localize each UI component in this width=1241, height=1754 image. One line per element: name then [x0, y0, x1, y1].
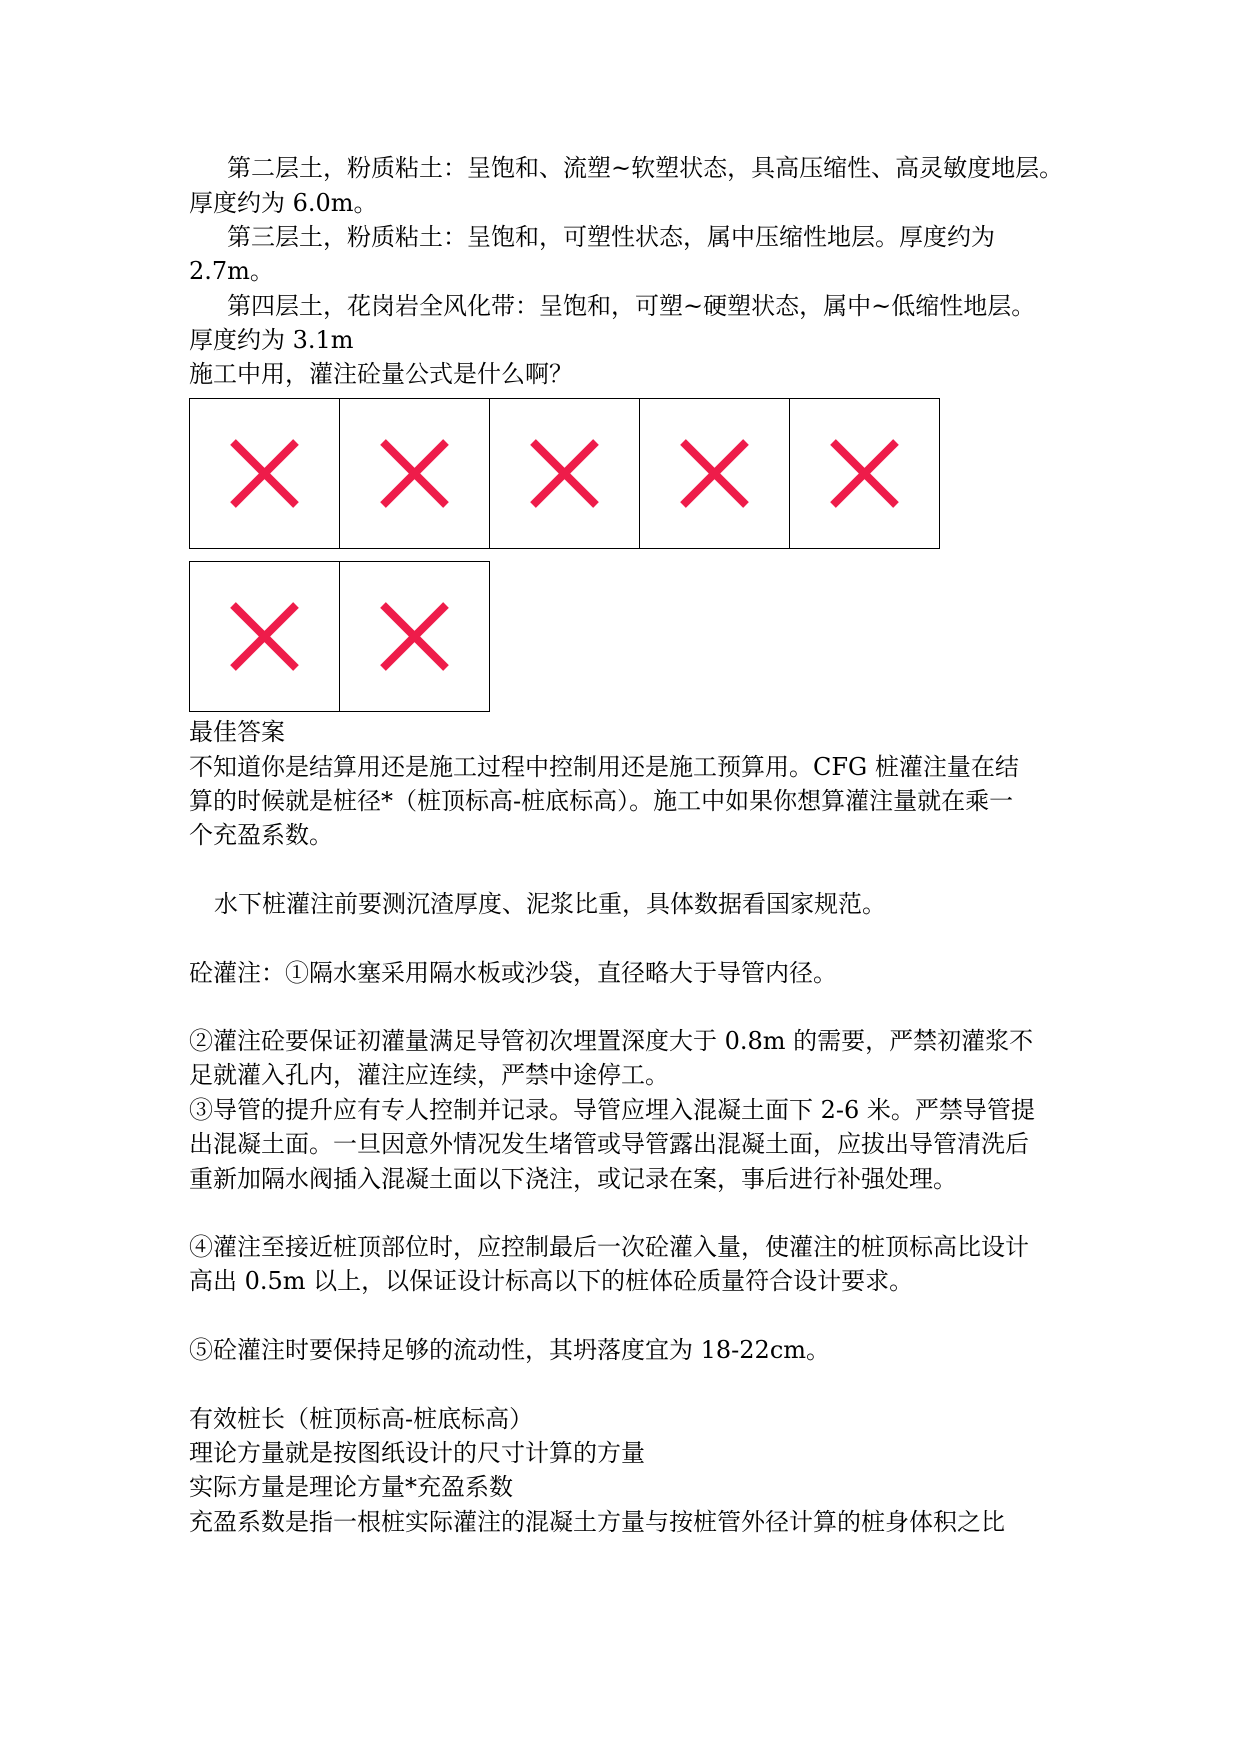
text-line: 2.7m。 [189, 257, 274, 285]
broken-image-grid [189, 398, 939, 712]
text-line: 第三层土，粉质粘土：呈饱和，可塑性状态，属中压缩性地层。厚度约为 [227, 223, 995, 251]
broken-image-x-icon [379, 601, 450, 672]
text-line: ⑤砼灌注时要保持足够的流动性，其坍落度宜为 18-22cm。 [189, 1336, 831, 1364]
broken-image-x-icon [829, 438, 900, 509]
text-line: 厚度约为 3.1m [189, 326, 354, 354]
text-line: 第四层土，花岗岩全风化带：呈饱和，可塑~硬塑状态，属中~低缩性地层。 [227, 292, 1036, 320]
text-line: 实际方量是理论方量*充盈系数 [189, 1473, 513, 1501]
text-line: ②灌注砼要保证初灌量满足导管初次埋置深度大于 0.8m 的需要，严禁初灌浆不 [189, 1027, 1034, 1055]
image-row [189, 398, 939, 549]
broken-image-placeholder [189, 398, 340, 549]
broken-image-placeholder [189, 561, 340, 712]
text-line: 个充盈系数。 [189, 821, 333, 849]
text-line: 出混凝土面。一旦因意外情况发生堵管或导管露出混凝土面，应拔出导管清洗后 [189, 1130, 1029, 1158]
broken-image-x-icon [229, 601, 300, 672]
broken-image-x-icon [379, 438, 450, 509]
best-answer-heading: 最佳答案 [189, 718, 285, 746]
image-row [189, 561, 939, 712]
broken-image-x-icon [679, 438, 750, 509]
broken-image-placeholder [339, 561, 490, 712]
text-line: ③导管的提升应有专人控制并记录。导管应埋入混凝土面下 2-6 米。严禁导管提 [189, 1096, 1035, 1124]
text-line: 有效桩长（桩顶标高-桩底标高） [189, 1405, 534, 1433]
text-line: 第二层土，粉质粘土：呈饱和、流塑~软塑状态，具高压缩性、高灵敏度地层。 [227, 154, 1064, 182]
question-line: 施工中用，灌注砼量公式是什么啊？ [189, 360, 573, 388]
text-line: 重新加隔水阀插入混凝土面以下浇注，或记录在案，事后进行补强处理。 [189, 1165, 957, 1193]
broken-image-x-icon [229, 438, 300, 509]
broken-image-x-icon [529, 438, 600, 509]
text-line: 理论方量就是按图纸设计的尺寸计算的方量 [189, 1439, 645, 1467]
text-line: 厚度约为 6.0m。 [189, 189, 378, 217]
broken-image-placeholder [339, 398, 490, 549]
broken-image-placeholder [789, 398, 940, 549]
text-line: 不知道你是结算用还是施工过程中控制用还是施工预算用。CFG 桩灌注量在结 [189, 753, 1019, 781]
broken-image-placeholder [489, 398, 640, 549]
text-line: 算的时候就是桩径*（桩顶标高-桩底标高）。施工中如果你想算灌注量就在乘一 [189, 787, 1014, 815]
broken-image-placeholder [639, 398, 790, 549]
text-line: ④灌注至接近桩顶部位时，应控制最后一次砼灌入量，使灌注的桩顶标高比设计 [189, 1233, 1029, 1261]
text-line: 足就灌入孔内，灌注应连续，严禁中途停工。 [189, 1061, 669, 1089]
text-line: 充盈系数是指一根桩实际灌注的混凝土方量与按桩管外径计算的桩身体积之比 [189, 1508, 1005, 1536]
text-line: 砼灌注：①隔水塞采用隔水板或沙袋，直径略大于导管内径。 [189, 959, 837, 987]
text-line: 高出 0.5m 以上，以保证设计标高以下的桩体砼质量符合设计要求。 [189, 1267, 914, 1295]
text-line: 水下桩灌注前要测沉渣厚度、泥浆比重，具体数据看国家规范。 [214, 890, 886, 918]
